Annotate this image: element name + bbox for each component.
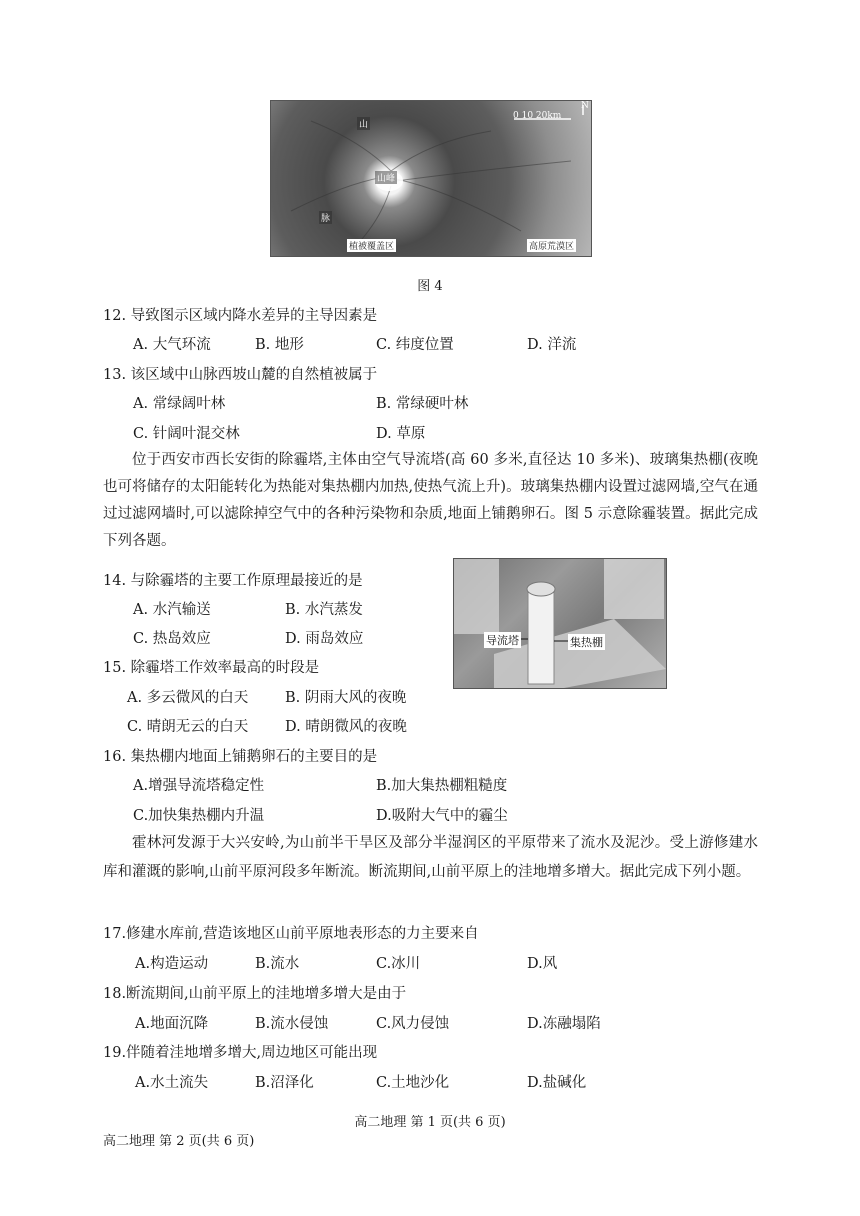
q12-option-d: D. 洋流 xyxy=(527,337,577,353)
q12-option-c: C. 纬度位置 xyxy=(376,337,454,353)
label-desert-zone: 高原荒漠区 xyxy=(527,239,576,252)
question-14-stem: 14. 与除霾塔的主要工作原理最接近的是 xyxy=(103,573,363,589)
q14-option-c: C. 热岛效应 xyxy=(133,631,211,647)
q12-option-b: B. 地形 xyxy=(255,337,304,353)
q19-option-a: A.水土流失 xyxy=(135,1075,209,1091)
q15-option-a: A. 多云微风的白天 xyxy=(127,690,249,706)
q16-option-a: A.增强导流塔稳定性 xyxy=(133,778,265,794)
page-footer-page-1: 高二地理 第 1 页(共 6 页) xyxy=(354,1115,506,1130)
question-13-stem: 13. 该区域中山脉西坡山麓的自然植被属于 xyxy=(103,367,378,383)
scale-bar-label: 0 10 20km xyxy=(513,111,562,121)
label-mountain-bottom: 脉 xyxy=(319,211,332,224)
passage-smog-tower: 位于西安市西长安街的除霾塔,主体由空气导流塔(高 60 多米,直径达 10 多米)、玻璃集热棚(夜晚也可将储存的太阳能转化为热能对集热棚内加热,使热气流上升)。玻璃集热棚内设置过滤网墙,空气在通过过滤网墙时,可以滤除掉空气中的各种污染物和杂质,地面上铺鹅卵石。图 5 示意除霾装置。据此完成下列各题。 xyxy=(103,452,758,549)
question-19-stem: 19.伴随着洼地增多增大,周边地区可能出现 xyxy=(103,1045,378,1061)
label-heat-shed: 集热棚 xyxy=(570,636,603,649)
q13-option-d: D. 草原 xyxy=(376,426,426,442)
q18-option-d: D.冻融塌陷 xyxy=(527,1016,601,1032)
q18-option-c: C.风力侵蚀 xyxy=(376,1016,450,1032)
north-arrow-label: N xyxy=(581,101,589,111)
q15-option-d: D. 晴朗微风的夜晚 xyxy=(285,719,407,735)
q13-option-a: A. 常绿阔叶林 xyxy=(133,396,226,412)
q19-option-d: D.盐碱化 xyxy=(527,1075,587,1091)
label-peak: 山峰 xyxy=(375,171,397,184)
q16-option-d: D.吸附大气中的霾尘 xyxy=(376,808,508,824)
question-12-stem: 12. 导致图示区域内降水差异的主导因素是 xyxy=(103,308,378,324)
question-15-stem: 15. 除霾塔工作效率最高的时段是 xyxy=(103,660,320,676)
q16-option-c: C.加快集热棚内升温 xyxy=(133,808,265,824)
figure-5-drawing xyxy=(454,559,666,688)
q15-option-b: B. 阴雨大风的夜晚 xyxy=(285,690,407,706)
q19-option-c: C.土地沙化 xyxy=(376,1075,450,1091)
q17-option-c: C.冰川 xyxy=(376,956,421,972)
question-17-stem: 17.修建水库前,营造该地区山前平原地表形态的力主要来自 xyxy=(103,926,479,942)
question-18-stem: 18.断流期间,山前平原上的洼地增多增大是由于 xyxy=(103,986,407,1002)
q17-option-d: D.风 xyxy=(527,956,558,972)
passage-huolin-river: 霍林河发源于大兴安岭,为山前半干旱区及部分半湿润区的平原带来了流水及泥沙。受上游修建水库和灌溉的影响,山前平原河段多年断流。断流期间,山前平原上的洼地增多增大。据此完成下列小题。 xyxy=(103,835,758,880)
label-vegetation-zone: 植被覆盖区 xyxy=(347,239,396,252)
q14-option-a: A. 水汽输送 xyxy=(133,602,211,618)
question-16-stem: 16. 集热棚内地面上铺鹅卵石的主要目的是 xyxy=(103,749,378,765)
q17-option-a: A.构造运动 xyxy=(135,956,209,972)
q18-option-b: B.流水侵蚀 xyxy=(255,1016,329,1032)
q15-option-c: C. 晴朗无云的白天 xyxy=(127,719,249,735)
figure-4-texture xyxy=(271,101,591,256)
q16-option-b: B.加大集热棚粗糙度 xyxy=(376,778,508,794)
q13-option-b: B. 常绿硬叶林 xyxy=(376,396,469,412)
q14-option-d: D. 雨岛效应 xyxy=(285,631,364,647)
figure-4-caption: 图 4 xyxy=(417,279,443,294)
figure-4-satellite-image xyxy=(270,100,592,257)
q13-option-c: C. 针阔叶混交林 xyxy=(133,426,240,442)
q17-option-b: B.流水 xyxy=(255,956,300,972)
q14-option-b: B. 水汽蒸发 xyxy=(285,602,363,618)
q18-option-a: A.地面沉降 xyxy=(135,1016,209,1032)
page-footer-page-2: 高二地理 第 2 页(共 6 页) xyxy=(103,1134,255,1149)
q12-option-a: A. 大气环流 xyxy=(133,337,211,353)
q19-option-b: B.沼泽化 xyxy=(255,1075,314,1091)
label-guide-tower: 导流塔 xyxy=(486,634,519,647)
figure-5-smog-tower-photo xyxy=(453,558,667,689)
label-mountain-top: 山 xyxy=(357,117,370,130)
